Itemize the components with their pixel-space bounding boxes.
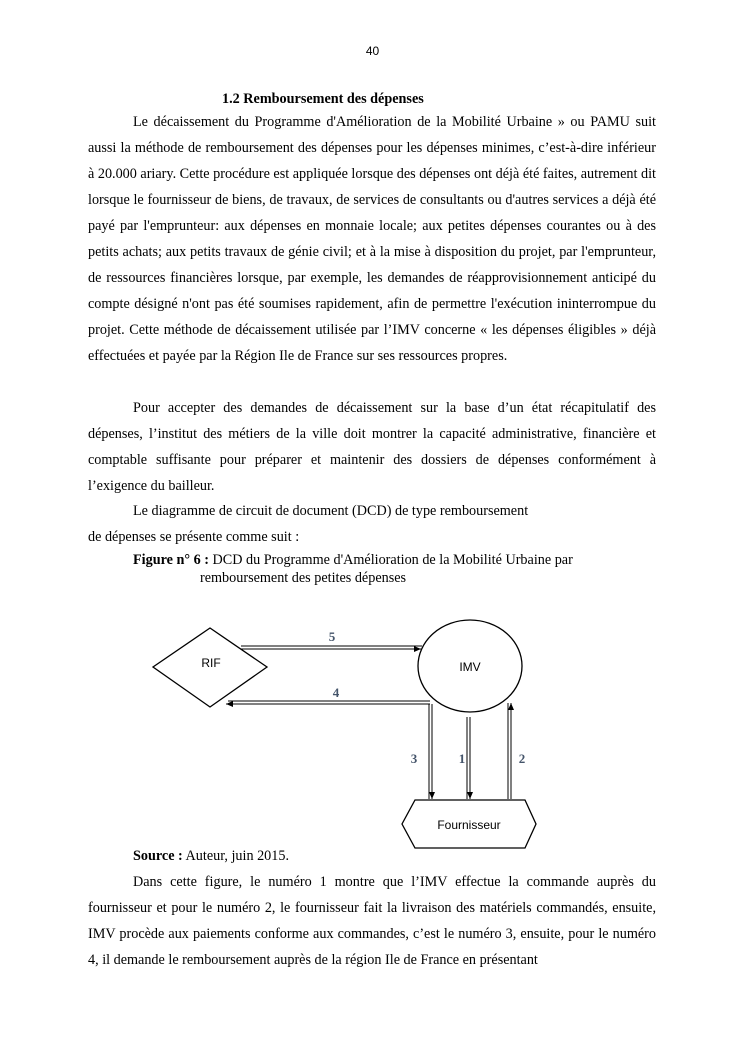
source-line [133,843,289,869]
paragraph-1: Le décaissement du Programme d'Amélioration de la Mobilité Urbaine » ou PAMU suit aussi la méthode de remboursement des dépenses pour les dépenses minimes, c’est-à-dire inférieur à 20.000 ariary. Cette procédure est appliquée lorsque des dépenses ont déjà été faites, autrement dit lorsque le fournisseur de biens, de travaux, de services de consultants ou d'autres services a déjà été payé par l'emprunteur: aux dépenses en monnaie locale; aux petites dépenses courantes ou à des petits achats; aux petits travaux de génie civil; et à la mise à disposition du projet, par l'emprunteur, de ressources financières lorsque, par exemple, les demandes de réapprovisionnement anticipé du compte désigné n'ont pas été soumises rapidement, afin de permettre l'exécution ininterrompue du projet. Cette méthode de décaissement utilisée par l’IMV concerne « les dépenses éligibles » déjà effectuées et payée par la Région Ile de France sur ses ressources propres. [88,114,656,364]
arrow-4 [226,701,430,704]
source-label: Source : [133,848,183,864]
arrow-2-label: 2 [518,751,526,766]
arrow-5-label: 5 [328,629,336,644]
section-title: 1.2 Remboursement des dépenses [222,91,424,107]
page-number: 40 [365,44,380,58]
figure-caption-line-1: DCD du Programme d'Amélioration de la Mobilité Urbaine par [212,552,573,568]
fournisseur-label: Fournisseur [437,818,501,832]
arrow-2 [508,703,511,799]
figure-caption [133,551,653,587]
paragraph-1-block [88,109,656,369]
paragraph-3-line-2: de dépenses se présente comme suit : [88,529,300,545]
rif-label: RIF [201,656,221,670]
arrow-3 [429,704,432,799]
arrow-1 [467,717,470,799]
arrow-4-label: 4 [332,685,340,700]
paragraph-2: Pour accepter des demandes de décaissement sur la base d’un état récapitulatif des dépenses, l’institut des métiers de la ville doit montrer la capacité administrative, financière et comptable suffisante pour préparer et maintenir des dossiers de dépenses conformément à l’exigence du bailleur. [88,400,656,494]
paragraph-3-line-1: Le diagramme de circuit de document (DCD) de type remboursement [133,503,529,519]
figure-label: Figure n° 6 : [133,552,209,568]
dcd-diagram [140,615,560,860]
paragraph-4: Dans cette figure, le numéro 1 montre que l’IMV effectue la commande auprès du fournisseur et pour le numéro 2, le fournisseur fait la livraison des matériels commandés, ensuite, IMV procède aux paiements conforme aux commandes, c’est le numéro 3, ensuite, pour le numéro 4, il demande le remboursement auprès de la région Ile de France en présentant [88,874,656,968]
source-text: Auteur, juin 2015. [185,848,290,864]
paragraph-3-block [88,498,656,550]
arrow-5 [241,646,422,649]
imv-label: IMV [459,660,481,674]
paragraph-4-block [88,869,656,973]
arrow-1-label: 1 [458,751,466,766]
figure-caption-line-2: remboursement des petites dépenses [200,570,407,586]
arrow-3-label: 3 [410,751,418,766]
paragraph-2-block [88,395,656,499]
